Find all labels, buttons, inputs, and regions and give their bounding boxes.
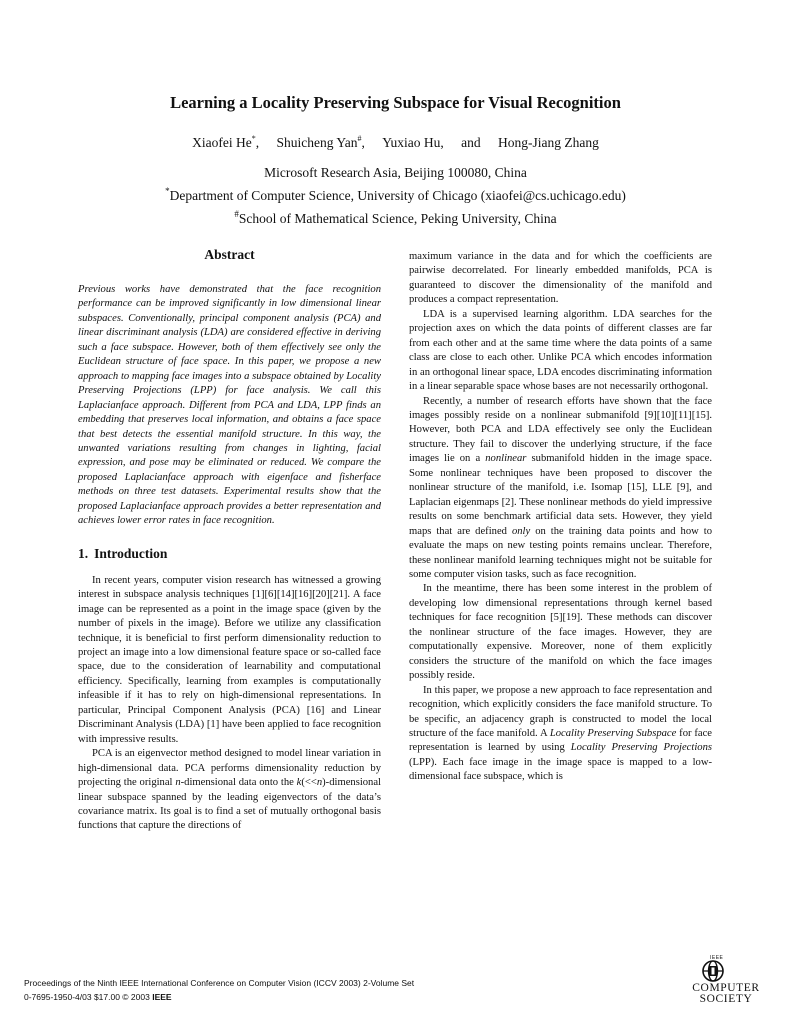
logo-ieee-text: IEEE <box>710 955 724 961</box>
author-conjunction: and <box>461 135 481 150</box>
introduction-heading: 1. Introduction <box>78 545 168 561</box>
proceedings-footer <box>24 976 414 1004</box>
author-4: Hong-Jiang Zhang <box>498 135 599 150</box>
affiliation-3: #School of Mathematical Science, Peking University, China <box>234 209 557 226</box>
computer-society-logo <box>676 955 776 1010</box>
author-list <box>0 130 791 152</box>
intro-paragraph-6: In this paper, we propose a new approach to face representation and recognition, which explicitly considers the face manifold structure. To be specific, an adjacency graph is constructed to model the local structure of the face manifold. A Locality Preserving Subspace for face representation is learned by using Locality Preserving Projections (LPP). Each face image in the image space is mapped to a low-dimensional face subspace, which is <box>409 684 712 783</box>
intro-paragraph-4: Recently, a number of research efforts have shown that the face images possibly reside on a nonlinear submanifold [9][10][11][15]. However, both PCA and LDA effectively see only the Euclidean structure. They fail to discover the underlying structure, if the face images lie on a nonlinear submanifold hidden in the image space. Some nonlinear techniques have been proposed to discover the nonlinear structure of the manifold, i.e. Isomap [15], LLE [9], and Laplacian eigenmaps [2]. These nonlinear methods do yield impressive results on some benchmark artificial data sets. However, they yield maps that are defined only on the training data points and how to evaluate the maps on new testing points remains unclear. Therefore, these nonlinear manifold learning techniques might not be suitable for some computer vision tasks, such as face recognition. <box>409 395 713 580</box>
left-column <box>78 246 381 834</box>
logo-wordmark: COMPUTER SOCIETY <box>692 982 760 1005</box>
intro-paragraph-2: PCA is an eigenvector method designed to model linear variation in high-dimensional data. PCA performs dimensionality reduction by projecting the original n-dimensional data onto the k(<<n)-dimensional linear subspace spanned by the leading eigenvectors of the data’s covariance matrix. Its goal is to find a set of mutually orthogonal basis functions that capture the directions of <box>78 748 381 832</box>
affiliation-2: *Department of Computer Science, University of Chicago (xiaofei@cs.uchicago.edu) <box>165 186 626 203</box>
paper-title: Learning a Locality Preserving Subspace for Visual Recognition <box>170 93 621 112</box>
footer-proceedings: Proceedings of the Ninth IEEE International Conference on Computer Vision (ICCV 2003) 2-Volume Set <box>24 978 415 988</box>
abstract-body: Previous works have demonstrated that the face recognition performance can be improved significantly in low dimensional linear subspaces. Conventionally, principal component analysis (PCA) and linear discriminant analysis (LDA) are considered effective in deriving such a face subspace. However, both of them effectively see only the Euclidean structure of face space. In this paper, we propose a new approach to mapping face images into a subspace obtained by Locality Preserving Projections (LPP) for face analysis. We call this Laplacianface approach. Different from PCA and LDA, LPP finds an embedding that preserves local information, and obtains a face space that best detects the essential manifold structure. In this way, the unwanted variations resulting from changes in lighting, facial expression, and pose may be eliminated or reduced. We compare the proposed Laplacianface approach with eigenface and fisherface methods on three test datasets. Experimental results show that the proposed Laplacianface approach provides a better representation and achieves lower error rates in face recognition. <box>78 284 381 527</box>
author-1: Xiaofei He*, <box>192 134 260 150</box>
affiliation-1: Microsoft Research Asia, Beijing 100080, China <box>264 165 527 180</box>
intro-paragraph-2-continued: maximum variance in the data and for which the coefficients are pairwise decorrelated. For linearly embedded manifolds, PCA is guaranteed to discover the dimensionality of the manifold and produces a compact representation. <box>409 251 712 306</box>
intro-paragraph-5: In the meantime, there has been some interest in the problem of developing low dimensional representations through kernel based techniques for face recognition [5][19]. These methods can discover the nonlinear structure of the face images. However, they are computationally expensive. Moreover, none of them explicitly considers the structure of the manifold on which the face images possibly reside. <box>409 583 712 682</box>
footer-copyright: 0-7695-1950-4/03 $17.00 © 2003 IEEE <box>24 992 172 1002</box>
right-column <box>409 250 712 785</box>
author-3: Yuxiao Hu, <box>382 135 444 150</box>
affiliations <box>0 163 791 228</box>
intro-paragraph-1: In recent years, computer vision research has witnessed a growing interest in subspace analysis techniques [1][6][14][16][20][21]. A face image can be represented as a point in the image space (given by the number of pixels in the image). Before we utilize any classification technique, it is beneficial to first perform dimensionality reduction to project an image into a low dimensional feature space or so-called face space, due to the consideration of learnability and computational efficiency. Specifically, learning from examples is computationally infeasible if it has to rely on high-dimensional representations. In particular, Principal Component Analysis (PCA) [16] and Linear Discriminant Analysis (LDA) [1] have been applied to face recognition with impressive results. <box>78 574 381 745</box>
author-2: Shuicheng Yan#, <box>276 134 365 150</box>
abstract-heading: Abstract <box>204 247 255 262</box>
globe-icon <box>700 960 726 982</box>
intro-paragraph-3: LDA is a supervised learning algorithm. LDA searches for the projection axes on which the data points of different classes are far from each other and at the same time where the data points of a same class are close to each other. Unlike PCA which encodes information in an orthogonal linear space, LDA encodes discriminating information in a linear separable space whose bases are not necessarily orthogonal. <box>409 308 712 393</box>
